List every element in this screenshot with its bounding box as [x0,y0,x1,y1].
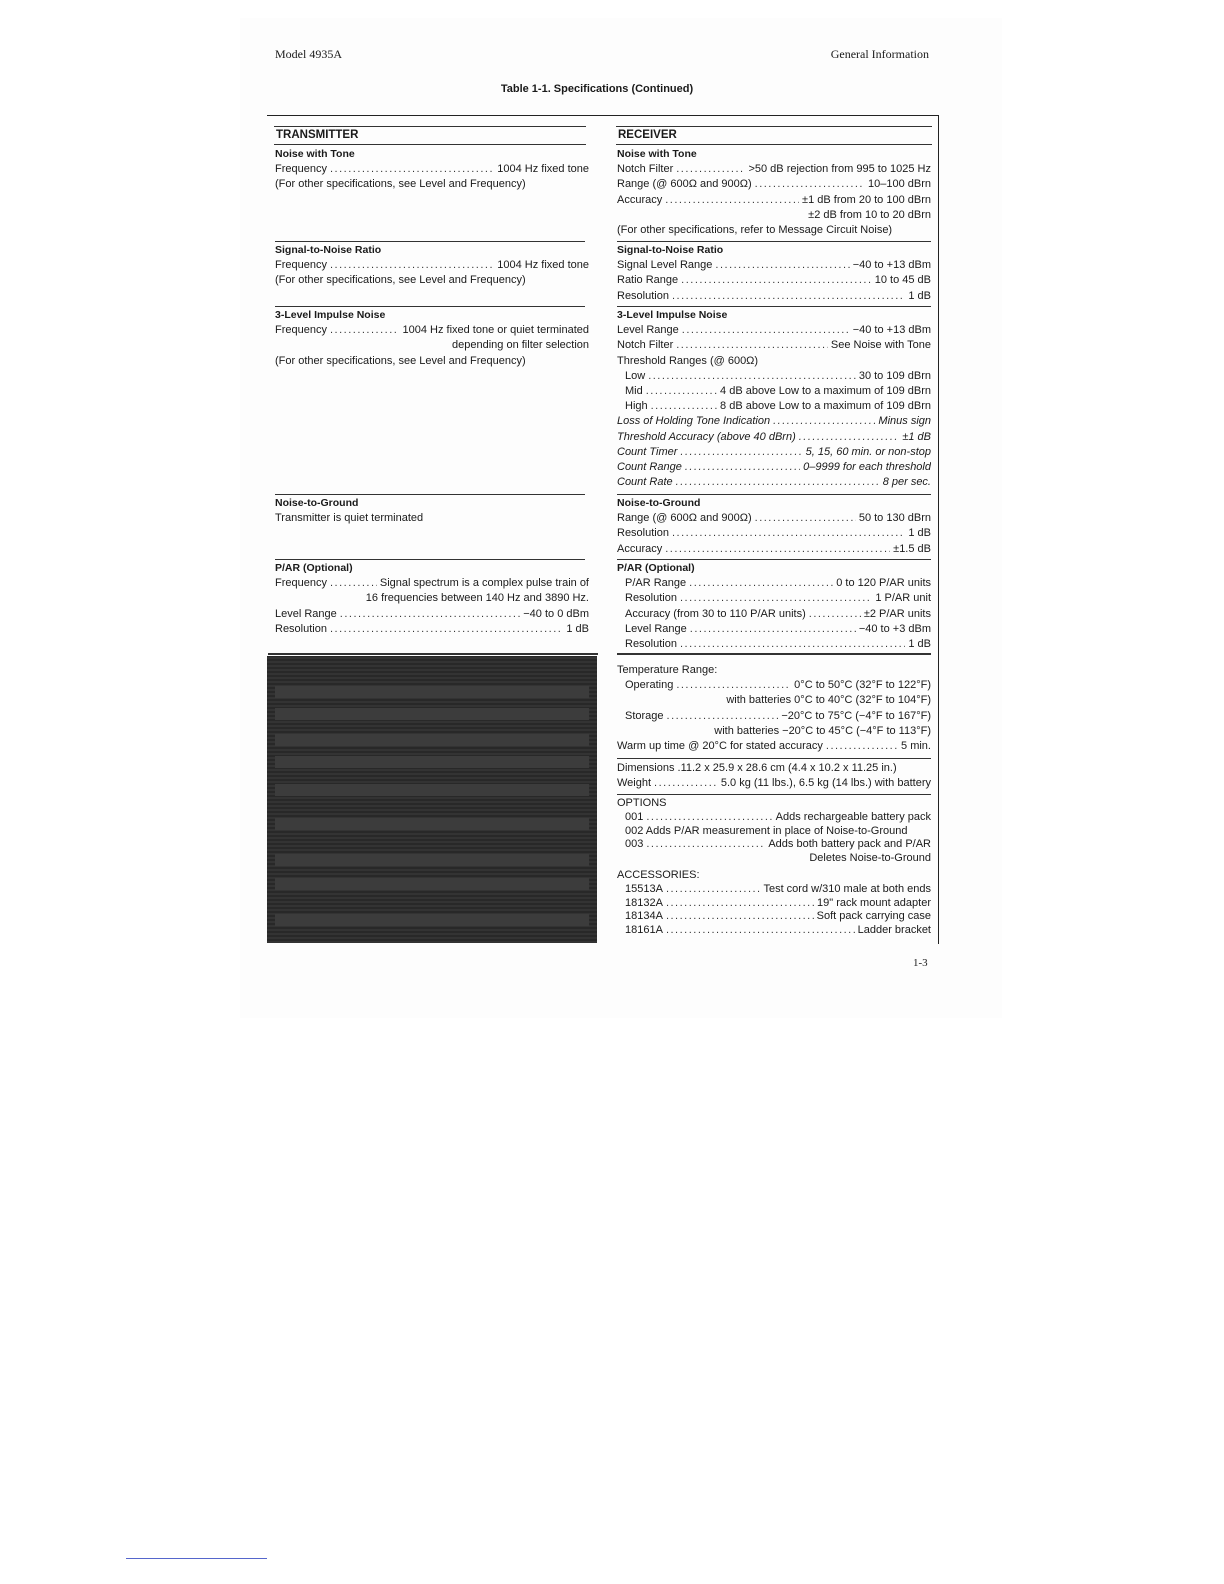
rx-par-accuracy-row [617,607,931,622]
rx-snr [617,243,931,304]
storage-battery-temp: with batteries −20°C to 45°C (−4°F to 113°F) [714,724,931,737]
tx-impulse-freq-value: 1004 Hz fixed tone or quiet terminated [402,324,589,337]
rx-par-resolution-row [617,591,931,606]
tx-par-res-label: Resolution [275,622,327,635]
rx-ntg-resolution-row [617,526,931,541]
tx-separator [275,241,585,242]
tx-par-res-value: 1 dB [566,622,589,635]
tx-snr-note: (For other specifications, see Level and Frequency) [275,274,526,287]
tx-snr-frequency-row [275,258,589,273]
tx-ntg-text: Transmitter is quiet terminated [275,512,424,525]
option-001-row [617,811,931,825]
warmup-row [617,739,931,754]
rx-par-level-value: −40 to +3 dBm [858,622,931,635]
rx-nwt-notch-label: Notch Filter [617,163,674,176]
rx-nwt-acc-value-cont: ±2 dB from 10 to 20 dBrn [808,208,931,221]
rx-par-level-row [617,622,931,637]
tx-separator [275,559,585,560]
accessory-text: Test cord w/310 male at both ends [763,882,931,895]
rx-nwt-range-value: 10–100 dBrn [868,178,931,191]
tx-impulse-note: (For other specifications, see Level and Frequency) [275,354,526,367]
weight-row [617,776,931,791]
rx-ntg-range-row [617,511,931,526]
transmitter-heading: TRANSMITTER [274,126,586,145]
rx-impulse-count-range-row [617,460,931,475]
rx-separator [617,494,931,495]
rx-snr-ratio-row [617,273,931,288]
rx-impulse-mid-value: 4 dB above Low to a maximum of 109 dBrn [720,385,931,398]
rx-impulse-crate-label: Count Rate [617,476,673,489]
tx-separator [268,653,598,655]
section-header: General Information [830,47,929,61]
tx-par-level-label: Level Range [275,607,337,620]
rx-impulse-level-label: Level Range [617,324,679,337]
general-dimensions [617,761,931,791]
rx-separator [617,758,931,759]
rx-par-range-label: P/AR Range [625,577,687,590]
storage-label: Storage [625,709,664,722]
storage-temp-row [617,709,931,724]
rx-impulse-notch-row [617,338,931,353]
tx-par-freq-value-cont: 16 frequencies between 140 Hz and 3890 Hz. [365,592,589,605]
rx-ntg-acc-label: Accuracy [617,542,663,555]
rx-impulse-loss-value: Minus sign [878,415,931,428]
rx-impulse-timer-row [617,445,931,460]
rx-impulse-low-value: 30 to 109 dBrn [858,369,931,382]
option-001-code: 001 [625,810,644,823]
tx-impulse-title: 3-Level Impulse Noise [275,309,386,321]
weight-label: Weight [617,777,652,790]
option-002-text: 002 Adds P/AR measurement in place of Noise-to-Ground [625,824,908,837]
rx-impulse-crange-label: Count Range [617,461,682,474]
rx-ntg-range-label: Range (@ 600Ω and 900Ω) [617,512,752,525]
rx-impulse-tacc-label: Threshold Accuracy (above 40 dBrn) [617,430,796,443]
weight-value: 5.0 kg (11 lbs.), 6.5 kg (14 lbs.) with battery [720,777,931,790]
rx-ntg-range-value: 50 to 130 dBrn [858,512,931,525]
option-001-text: Adds rechargeable battery pack [775,810,931,823]
accessory-code: 15513A [625,882,663,895]
options-title: OPTIONS [617,797,667,809]
rx-impulse [617,308,931,490]
model-header: Model 4935A [275,47,342,61]
rx-par-acc-label: Accuracy (from 30 to 110 P/AR units) [625,607,806,620]
tx-par-title: P/AR (Optional) [275,562,353,574]
warmup-value: 5 min. [901,740,931,753]
rx-separator [617,653,931,655]
rx-par-range-value: 0 to 120 P/AR units [836,577,931,590]
rx-nwt-notch-value: >50 dB rejection from 995 to 1025 Hz [748,163,931,176]
option-003-text: Adds both battery pack and P/AR [768,838,931,851]
tx-nwt-freq-label: Frequency [275,163,327,176]
tx-separator [275,306,585,307]
accessory-18134a-row [617,910,931,924]
rx-impulse-threshold-accuracy-row [617,430,931,445]
page-number: 1-3 [913,957,928,969]
rx-nwt-title: Noise with Tone [617,148,697,160]
accessory-code: 18134A [625,910,663,923]
rx-impulse-mid-label: Mid [625,385,643,398]
rx-par-title: P/AR (Optional) [617,562,695,574]
tx-par-freq-value: Signal spectrum is a complex pulse train of [379,577,589,590]
tx-nwt-freq-value: 1004 Hz fixed tone [497,163,589,176]
rx-snr-resolution-row [617,289,931,304]
rx-impulse-level-row [617,323,931,338]
rx-snr-ratio-value: 10 to 45 dB [874,274,931,287]
rx-ntg-title: Noise-to-Ground [617,497,701,509]
rx-par-res-value: 1 P/AR unit [875,592,931,605]
rx-ntg-acc-value: ±1.5 dB [893,542,931,555]
rx-nwt-acc-value: ±1 dB from 20 to 100 dBrn [802,193,931,206]
obscured-spec-block [267,656,597,943]
rx-par [617,561,931,652]
rx-impulse-crange-value: 0–9999 for each threshold [803,461,931,474]
accessory-text: Ladder bracket [857,924,931,937]
rx-impulse-high-value: 8 dB above Low to a maximum of 109 dBrn [720,400,931,413]
rx-snr-level-label: Signal Level Range [617,259,713,272]
rx-separator [617,559,931,560]
tx-impulse-freq-value-cont: depending on filter selection [452,339,589,352]
tx-par-level-row [275,607,589,622]
rx-separator [617,241,931,242]
tx-snr-freq-value: 1004 Hz fixed tone [497,259,589,272]
tx-impulse [275,308,589,369]
tx-snr-title: Signal-to-Noise Ratio [275,244,382,256]
rx-snr-title: Signal-to-Noise Ratio [617,244,724,256]
rx-ntg-res-label: Resolution [617,527,669,540]
option-003-code: 003 [625,838,644,851]
general-temperature [617,663,931,754]
rx-separator [617,794,931,795]
rx-impulse-title: 3-Level Impulse Noise [617,309,728,321]
tx-par-level-value: −40 to 0 dBm [523,607,589,620]
rx-snr-ratio-label: Ratio Range [617,274,679,287]
table-caption: Table 1-1. Specifications (Continued) [500,83,694,95]
tx-par-resolution-row [275,622,589,637]
tx-separator [275,494,585,495]
options-list [617,797,931,938]
tx-noise-with-tone [275,147,589,193]
rx-impulse-timer-value: 5, 15, 60 min. or non-stop [805,445,931,458]
tx-snr [275,243,589,289]
accessories-title: ACCESSORIES: [617,868,700,881]
rx-noise-with-tone [617,147,931,238]
rx-impulse-tacc-value: ±1 dB [902,430,931,443]
tx-ntg-title: Noise-to-Ground [275,497,359,509]
accessory-18132a-row [617,897,931,911]
rx-nwt-notch-row [617,162,931,177]
tx-snr-freq-label: Frequency [275,259,327,272]
rx-impulse-high-label: High [625,400,648,413]
rx-ntg-res-value: 1 dB [908,527,931,540]
rx-nwt-note: (For other specifications, refer to Message Circuit Noise) [617,224,893,237]
rx-impulse-loss-label: Loss of Holding Tone Indication [617,415,771,428]
tx-par-frequency-row [275,576,589,591]
accessory-code: 18161A [625,924,663,937]
rx-snr-res-label: Resolution [617,289,669,302]
receiver-heading: RECEIVER [616,126,932,145]
rx-impulse-timer-label: Count Timer [617,445,678,458]
rx-nwt-accuracy-row [617,193,931,208]
rx-par-resolution2-row [617,637,931,652]
rx-ntg-accuracy-row [617,542,931,557]
rx-impulse-mid-row [617,384,931,399]
rx-par-level-label: Level Range [625,622,687,635]
rx-impulse-high-row [617,399,931,414]
option-002-row [617,825,931,839]
rx-par-res2-label: Resolution [625,638,677,651]
tx-par [275,561,589,637]
accessory-code: 18132A [625,896,663,909]
rx-impulse-low-label: Low [625,369,646,382]
tx-impulse-freq-label: Frequency [275,324,327,337]
rx-nwt-range-label: Range (@ 600Ω and 900Ω) [617,178,752,191]
accessory-18161a-row [617,924,931,938]
rx-nwt-acc-label: Accuracy [617,193,663,206]
rx-impulse-count-rate-row [617,475,931,490]
tx-impulse-frequency-row [275,323,589,338]
operating-battery-temp: with batteries 0°C to 40°C (32°F to 104°F) [726,694,931,707]
rx-nwt-range-row [617,177,931,192]
operating-label: Operating [625,679,674,692]
accessory-15513a-row [617,883,931,897]
rx-separator [617,306,931,307]
rx-impulse-threshold-label: Threshold Ranges (@ 600Ω) [617,354,759,367]
rx-par-res2-value: 1 dB [908,638,931,651]
rx-impulse-notch-value: See Noise with Tone [830,339,931,352]
accessory-text: Soft pack carrying case [816,910,931,923]
tx-nwt-title: Noise with Tone [275,148,355,160]
rx-snr-res-value: 1 dB [908,289,931,302]
rx-impulse-level-value: −40 to +13 dBm [852,324,931,337]
dimensions-text: Dimensions .11.2 x 25.9 x 28.6 cm (4.4 x 10.2 x 11.25 in.) [617,762,897,774]
operating-temp-row [617,678,931,693]
temp-label: Temperature Range: [617,664,718,676]
rx-impulse-crate-value: 8 per sec. [882,476,931,489]
rx-snr-level-value: −40 to +13 dBm [852,259,931,272]
warmup-label: Warm up time @ 20°C for stated accuracy [617,740,823,753]
rx-par-res-label: Resolution [625,592,677,605]
rx-par-range-row [617,576,931,591]
option-003-text-cont: Deletes Noise-to-Ground [809,852,931,865]
storage-value: −20°C to 75°C (−4°F to 167°F) [781,709,931,722]
footnote-rule [126,1558,267,1559]
rx-snr-level-row [617,258,931,273]
rx-impulse-loss-row [617,414,931,429]
tx-nwt-frequency-row [275,162,589,177]
tx-nwt-note: (For other specifications, see Level and Frequency) [275,178,526,191]
rx-impulse-notch-label: Notch Filter [617,339,674,352]
rx-par-acc-value: ±2 P/AR units [863,607,931,620]
accessory-text: 19" rack mount adapter [817,896,931,909]
tx-noise-to-ground [275,496,589,526]
option-003-row [617,838,931,852]
operating-value: 0°C to 50°C (32°F to 122°F) [794,679,931,692]
tx-par-freq-label: Frequency [275,577,327,590]
rx-noise-to-ground [617,496,931,557]
rx-impulse-low-row [617,369,931,384]
